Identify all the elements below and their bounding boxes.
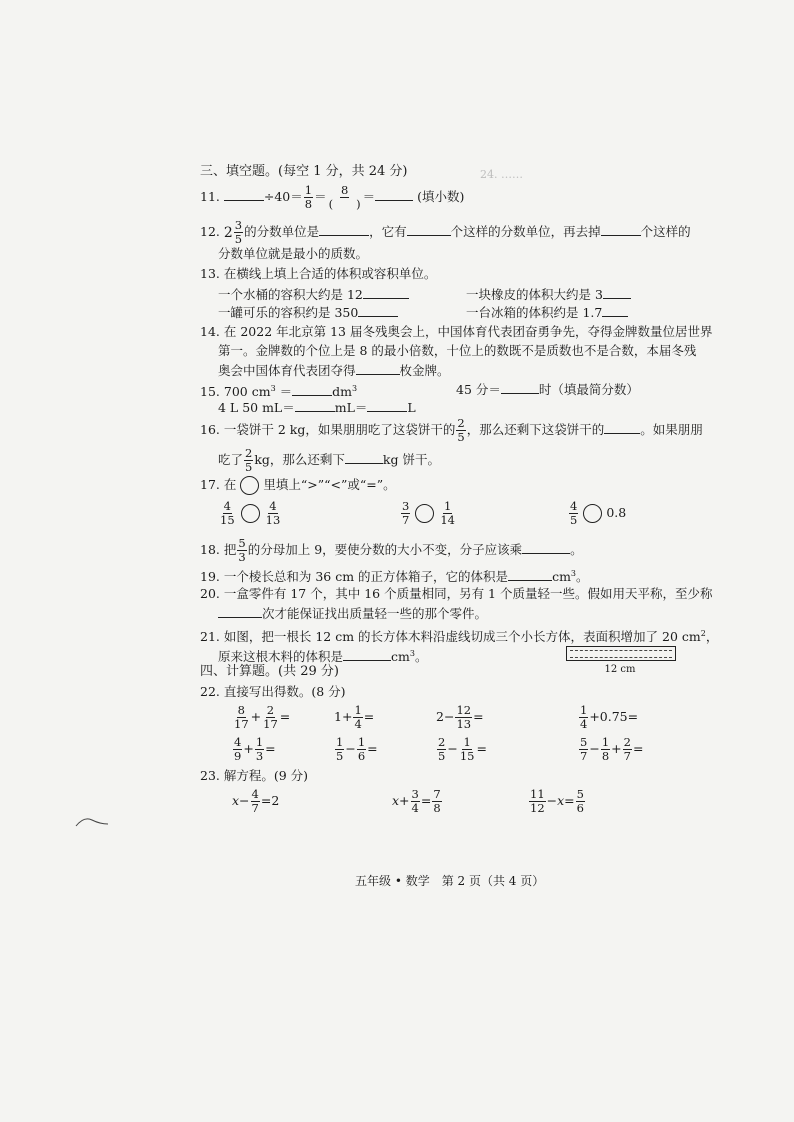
question-14: 14. 在 2022 年北京第 13 届冬残奥会上，中国体育代表团奋勇争先，夺得金牌数量位居世界 [200,324,713,339]
cut-lines [570,650,672,658]
answer-blank[interactable] [604,421,640,434]
q17-compare-1: $\frac{4}{15}$ $\frac{4}{13}$ [220,499,281,527]
section-four-title: 四、计算题。(共 29 分) [200,664,339,679]
answer-circle[interactable] [241,504,260,523]
fraction: $\frac{1}{8}$ [304,183,313,211]
question-20-line2: 次才能保证找出质量轻一些的那个零件。 [218,605,487,622]
answer-blank[interactable] [356,362,400,375]
answer-blank[interactable] [367,399,407,412]
question-13: 13. 在横线上填上合适的体积或容积单位。 [200,266,437,281]
q13-item-c: 一罐可乐的容积约是 350 [218,304,398,321]
q17-compare-2: $\frac{3}{7}$ $\frac{1}{14}$ [402,499,455,527]
calc-item-3: 2− $\frac{12}{13}$ = [436,703,484,731]
page-footer: 五年级 • 数学 第 2 页（共 4 页） [355,874,545,888]
answer-blank[interactable] [508,568,552,581]
compare-circle-icon [240,476,259,495]
dimension-label: 12 cm [604,664,636,675]
answer-blank[interactable] [602,304,628,317]
answer-circle[interactable] [583,504,602,523]
calc-item-5: $\frac{4}{9}$ + $\frac{1}{3}$ = [234,735,276,763]
answer-blank[interactable] [501,381,539,394]
answer-blank[interactable] [603,286,631,299]
calc-item-1: $\frac{8}{17}$ + $\frac{2}{17}$ = [234,703,291,731]
answer-blank[interactable] [343,648,391,661]
question-12: 12. 2 $\frac{3}{5}$ 的分数单位是 ，它有 个这样的分数单位，再去掉 个这样的 [200,218,691,246]
question-18: 18. 把 $\frac{5}{3}$ 的分母加上 9，要使分数的大小不变，分子应该乘 。 [200,536,583,564]
calc-item-4: $\frac{1}{4}$ +0.75= [580,703,639,731]
bleed-through-text: 24. …… [480,168,523,181]
question-12-cont: 分数单位就是最小的质数。 [218,246,369,261]
pen-mark [74,814,110,830]
calc-item-7: $\frac{2}{5}$ − $\frac{1}{15}$ = [438,735,487,763]
calc-item-8: $\frac{5}{7}$ − $\frac{1}{8}$ + $\frac{2}{7}$ = [580,735,644,763]
section-three-title: 三、填空题。(每空 1 分，共 24 分) [200,164,408,179]
answer-blank[interactable] [345,451,383,464]
answer-blank[interactable] [295,399,335,412]
fraction: $\frac{2}{5}$ [457,416,465,444]
q13-item-a: 一个水桶的容积大约是 12 [218,286,409,303]
answer-blank[interactable] [218,605,262,618]
q13-item-b: 一块橡皮的体积大约是 3 [466,286,631,303]
question-21-line2: 原来这根木料的体积是 $cm^3$。 [218,649,428,665]
answer-circle[interactable] [415,504,434,523]
fraction: $\frac{8}{( )}$ [328,183,361,211]
calc-item-2: 1+ $\frac{1}{4}$ = [334,703,375,731]
wood-block-diagram [566,646,676,661]
question-14-line3: 奥会中国体育代表团夺得 枚金牌。 [218,363,450,378]
question-15-b: 45 分＝ 时（填最简分数） [456,382,639,397]
question-23: 23. 解方程。(9 分) [200,768,309,783]
question-16: 16. 一袋饼干 2 kg，如果朋朋吃了这袋饼干的 $\frac{2}{5}$ ，那么还剩下这袋饼干的 。如果朋朋 [200,416,703,444]
answer-blank[interactable] [601,223,641,236]
question-16-line2: 吃了 $\frac{2}{5}$ kg，那么还剩下 kg 饼干。 [218,446,440,474]
equation-3: $\frac{11}{12}$ −x= $\frac{5}{6}$ [530,787,584,815]
equation-2: x+ $\frac{3}{4}$ = $\frac{7}{8}$ [392,787,441,815]
question-19: 19. 一个棱长总和为 36 cm 的正方体箱子，它的体积是 $cm^3$。 [200,569,589,585]
answer-blank[interactable] [363,286,409,299]
answer-blank[interactable] [522,541,570,554]
mixed-number: 2 $\frac{3}{5}$ [223,218,243,246]
answer-blank[interactable] [319,223,369,236]
q17-compare-3: $\frac{4}{5}$ 0.8 [570,499,627,527]
question-20: 20. 一盒零件有 17 个，其中 16 个质量相同，另有 1 个质量轻一些。假如用天平称，至少称 [200,586,713,601]
answer-blank[interactable] [375,188,413,201]
answer-blank[interactable] [407,223,451,236]
question-11: 11. ÷40＝ $\frac{1}{8}$ ＝ $\frac{8}{( )}$ ＝ (填小数) [200,183,465,211]
question-14-line2: 第一。金牌数的个位上是 8 的最小倍数，十位上的数既不是质数也不是合数，本届冬残 [218,343,697,358]
question-17: 17. 在 里填上“>”“<”或“=”。 [200,476,396,495]
answer-blank[interactable] [292,383,332,396]
equation-1: x− $\frac{4}{7}$ =2 [232,787,280,815]
q13-item-d: 一台冰箱的体积约是 1.7 [466,304,628,321]
question-15-a: 15. 700 $cm^3 = dm^3$ [200,384,358,400]
question-15-c: 4 L 50 mL＝ mL＝ L [218,400,416,415]
calc-item-6: $\frac{1}{5}$ − $\frac{1}{6}$ = [336,735,378,763]
question-21: 21. 如图，把一根长 12 cm 的长方体木料沿虚线切成三个小长方体，表面积增加了 20 $cm^2$， [200,629,719,645]
answer-blank[interactable] [224,188,264,201]
question-22: 22. 直接写出得数。(8 分) [200,684,346,699]
answer-blank[interactable] [358,304,398,317]
fraction: $\frac{2}{5}$ [245,446,253,474]
